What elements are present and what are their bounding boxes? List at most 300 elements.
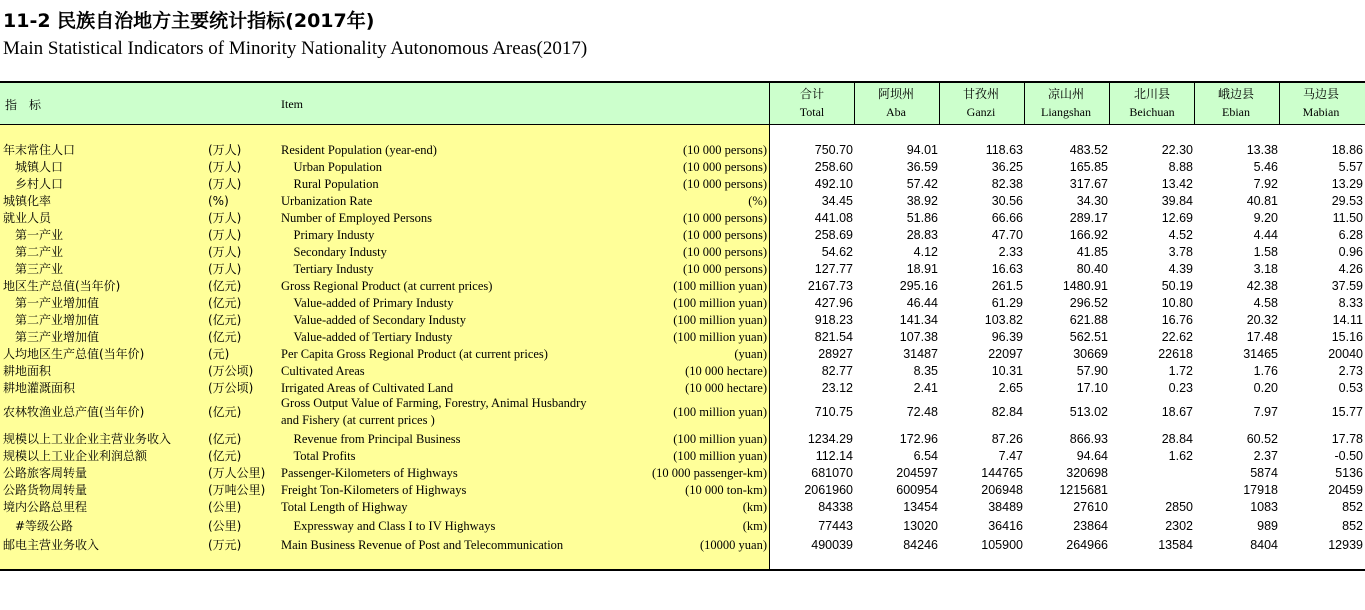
cell-value: 4.39: [1168, 262, 1193, 276]
cell-value: 16.76: [1161, 313, 1193, 327]
cell-value: 17.48: [1246, 330, 1278, 344]
cell-value: 621.88: [1069, 313, 1108, 327]
table-row: [0, 518, 1365, 535]
cell-value: 22.62: [1161, 330, 1193, 344]
unit-en: (100 million yuan): [673, 432, 767, 446]
unit-en: (10 000 ton-km): [685, 483, 767, 497]
table-row: [0, 142, 1365, 159]
cell-value: 40.81: [1246, 194, 1278, 208]
cell-value: 821.54: [814, 330, 853, 344]
cell-value: 13020: [903, 519, 938, 533]
cell-value: 82.77: [821, 364, 853, 378]
indicator-cn: 农林牧渔业总产值(当年价): [3, 405, 145, 419]
indicator-cn: 耕地面积: [3, 364, 52, 378]
cell-value: 87.26: [991, 432, 1023, 446]
table-row: [0, 465, 1365, 482]
cell-value: 2167.73: [807, 279, 853, 293]
cell-value: 34.45: [821, 194, 853, 208]
page-title-cn: 11-2 民族自治地方主要统计指标(2017年): [3, 10, 375, 32]
item-en: Irrigated Areas of Cultivated Land: [281, 381, 454, 395]
cell-value: 38489: [988, 500, 1023, 514]
cell-value: 42.38: [1246, 279, 1278, 293]
cell-value: 5.57: [1338, 160, 1363, 174]
indicator-cn: 邮电主营业务收入: [3, 538, 100, 552]
table-row: [0, 346, 1365, 363]
cell-value: 492.10: [814, 177, 853, 191]
unit-cn: (亿元): [208, 313, 242, 327]
unit-cn: (万人): [208, 245, 242, 259]
cell-value: 918.23: [814, 313, 853, 327]
cell-value: 20.32: [1246, 313, 1278, 327]
header-column-separator: [854, 83, 855, 124]
cell-value: 3.18: [1253, 262, 1278, 276]
item-en: Freight Ton-Kilometers of Highways: [281, 483, 467, 497]
item-en: Value-added of Secondary Industy: [281, 313, 467, 327]
cell-value: 28.84: [1161, 432, 1193, 446]
indicator-cn: 第二产业: [3, 245, 64, 259]
item-en: Main Business Revenue of Post and Telecommunication: [281, 538, 564, 552]
unit-en: (10 000 persons): [682, 245, 767, 259]
cell-value: 9.20: [1253, 211, 1278, 225]
item-en: Cultivated Areas: [281, 364, 365, 378]
column-header-en: Aba: [886, 105, 906, 119]
unit-en: (10 000 hectare): [685, 381, 767, 395]
table-row: [0, 193, 1365, 210]
column-header-cn: 峨边县: [1217, 87, 1254, 101]
unit-en: (km): [742, 500, 767, 514]
table-row: [0, 176, 1365, 193]
unit-cn: (万公顷): [208, 364, 254, 378]
item-en: Gross Regional Product (at current prices): [281, 279, 493, 293]
cell-value: 77443: [818, 519, 853, 533]
unit-en: (10 000 persons): [682, 262, 767, 276]
cell-value: 513.02: [1069, 405, 1108, 419]
cell-value: 38.92: [906, 194, 938, 208]
unit-cn: (万人): [208, 262, 242, 276]
cell-value: 600954: [896, 483, 938, 497]
item-en: Rural Population: [281, 177, 379, 191]
column-header-en: Total: [799, 105, 825, 119]
cell-value: 30669: [1073, 347, 1108, 361]
unit-cn: (万人): [208, 211, 242, 225]
cell-value: 258.69: [814, 228, 853, 242]
item-en: Tertiary Industy: [281, 262, 374, 276]
unit-en: (10 000 persons): [682, 228, 767, 242]
cell-value: 12.69: [1161, 211, 1193, 225]
unit-cn: (元): [208, 347, 230, 361]
item-en: Per Capita Gross Regional Product (at current prices): [281, 347, 548, 361]
unit-cn: (万人公里): [208, 466, 266, 480]
unit-cn: (万人): [208, 160, 242, 174]
item-en: Urbanization Rate: [281, 194, 373, 208]
cell-value: 427.96: [814, 296, 853, 310]
cell-value: 258.60: [814, 160, 853, 174]
cell-value: 80.40: [1076, 262, 1108, 276]
cell-value: 12939: [1328, 538, 1363, 552]
header-indicator: 指 标: [5, 98, 42, 112]
page-title-en: Main Statistical Indicators of Minority Nationality Autonomous Areas(2017): [3, 38, 588, 59]
cell-value: 18.86: [1331, 143, 1363, 157]
indicator-cn: 地区生产总值(当年价): [3, 279, 121, 293]
cell-value: 54.62: [821, 245, 853, 259]
cell-value: 96.39: [991, 330, 1023, 344]
indicator-cn: 公路旅客周转量: [3, 466, 88, 480]
unit-en: (100 million yuan): [673, 449, 767, 463]
table-row: [0, 261, 1365, 278]
table-row: [0, 329, 1365, 346]
cell-value: 852: [1342, 519, 1363, 533]
column-header-cn: 马边县: [1302, 87, 1339, 101]
header-column-separator: [1024, 83, 1025, 124]
unit-en: (10000 yuan): [700, 538, 767, 552]
unit-en: (100 million yuan): [673, 313, 767, 327]
cell-value: 1480.91: [1062, 279, 1108, 293]
cell-value: 36.59: [906, 160, 938, 174]
indicator-cn: 年末常住人口: [3, 143, 76, 157]
cell-value: 2850: [1165, 500, 1193, 514]
table-row: [0, 244, 1365, 261]
cell-value: 82.38: [991, 177, 1023, 191]
cell-value: 66.66: [991, 211, 1023, 225]
unit-cn: (%): [208, 194, 229, 208]
column-header-en: Ganzi: [966, 105, 996, 119]
unit-en: (100 million yuan): [673, 296, 767, 310]
cell-value: 31465: [1243, 347, 1278, 361]
cell-value: 7.97: [1253, 405, 1278, 419]
cell-value: 11.50: [1332, 211, 1363, 225]
cell-value: 5.46: [1253, 160, 1278, 174]
cell-value: 23.12: [821, 381, 853, 395]
cell-value: 17.10: [1076, 381, 1108, 395]
cell-value: 18.67: [1161, 405, 1193, 419]
cell-value: 166.92: [1069, 228, 1108, 242]
cell-value: 8.33: [1338, 296, 1363, 310]
cell-value: 18.91: [906, 262, 938, 276]
unit-en: (km): [742, 519, 767, 533]
indicator-cn: 城镇化率: [3, 194, 52, 208]
cell-value: 0.23: [1168, 381, 1193, 395]
cell-value: 118.63: [985, 143, 1023, 157]
table-row: [0, 482, 1365, 499]
cell-value: 17918: [1243, 483, 1278, 497]
unit-en: (yuan): [734, 347, 767, 361]
cell-value: 31487: [903, 347, 938, 361]
unit-en: (100 million yuan): [673, 330, 767, 344]
cell-value: 46.44: [906, 296, 938, 310]
column-header-cn: 甘孜州: [962, 87, 999, 101]
cell-value: 112.14: [815, 449, 853, 463]
cell-value: 0.53: [1338, 381, 1363, 395]
item-en: Value-added of Tertiary Industy: [281, 330, 453, 344]
column-header-en: Liangshan: [1041, 105, 1091, 119]
cell-value: 28927: [818, 347, 853, 361]
cell-value: 2.65: [998, 381, 1023, 395]
cell-value: 852: [1342, 500, 1363, 514]
cell-value: 710.75: [814, 405, 853, 419]
unit-cn: (亿元): [208, 449, 242, 463]
cell-value: 4.58: [1253, 296, 1278, 310]
cell-value: 204597: [896, 466, 938, 480]
cell-value: 490039: [811, 538, 853, 552]
cell-value: 5874: [1250, 466, 1278, 480]
indicator-cn: 耕地灌溉面积: [3, 381, 76, 395]
cell-value: 47.70: [991, 228, 1023, 242]
cell-value: 172.96: [899, 432, 938, 446]
cell-value: 10.80: [1161, 296, 1193, 310]
cell-value: 4.26: [1338, 262, 1363, 276]
cell-value: 5136: [1335, 466, 1363, 480]
cell-value: 206948: [981, 483, 1023, 497]
cell-value: 1.72: [1168, 364, 1193, 378]
cell-value: 105900: [981, 538, 1023, 552]
cell-value: 989: [1257, 519, 1278, 533]
unit-en: (10 000 persons): [682, 143, 767, 157]
cell-value: 34.30: [1076, 194, 1108, 208]
cell-value: 84246: [903, 538, 938, 552]
cell-value: 1.76: [1253, 364, 1278, 378]
cell-value: 15.16: [1331, 330, 1363, 344]
column-header-cn: 凉山州: [1047, 87, 1084, 101]
cell-value: 57.90: [1076, 364, 1108, 378]
cell-value: 2.33: [998, 245, 1023, 259]
cell-value: 2.73: [1338, 364, 1363, 378]
cell-value: 17.78: [1331, 432, 1363, 446]
unit-en: (100 million yuan): [673, 405, 767, 419]
cell-value: 2.41: [913, 381, 938, 395]
cell-value: 8.88: [1168, 160, 1193, 174]
indicator-cn: 城镇人口: [3, 160, 64, 174]
unit-en: (10 000 persons): [682, 211, 767, 225]
cell-value: -0.50: [1334, 449, 1363, 463]
indicator-cn: 第三产业增加值: [3, 330, 100, 344]
unit-cn: (万人): [208, 143, 242, 157]
unit-cn: (公里): [208, 500, 242, 514]
cell-value: 2302: [1165, 519, 1193, 533]
indicator-cn: 第一产业增加值: [3, 296, 100, 310]
header-background-left: [0, 83, 769, 124]
item-en: Total Profits: [281, 449, 356, 463]
cell-value: 22097: [988, 347, 1023, 361]
cell-value: 37.59: [1331, 279, 1363, 293]
unit-en: (100 million yuan): [673, 279, 767, 293]
unit-cn: (亿元): [208, 330, 242, 344]
indicator-cn: #等级公路: [3, 519, 74, 533]
cell-value: 10.31: [991, 364, 1023, 378]
table-row: [0, 380, 1365, 397]
cell-value: 72.48: [906, 405, 938, 419]
cell-value: 165.85: [1069, 160, 1108, 174]
header-column-separator: [1279, 83, 1280, 124]
unit-cn: (万元): [208, 538, 242, 552]
cell-value: 3.78: [1168, 245, 1193, 259]
table-row: [0, 295, 1365, 312]
indicator-cn: 境内公路总里程: [3, 500, 88, 514]
unit-cn: (亿元): [208, 405, 242, 419]
cell-value: 22618: [1158, 347, 1193, 361]
cell-value: 84338: [818, 500, 853, 514]
table-top-rule: [0, 81, 1365, 83]
cell-value: 27610: [1073, 500, 1108, 514]
cell-value: 7.92: [1253, 177, 1278, 191]
table-row: [0, 312, 1365, 329]
unit-cn: (万人): [208, 177, 242, 191]
cell-value: 22.30: [1161, 143, 1193, 157]
item-en: Number of Employed Persons: [281, 211, 433, 225]
cell-value: 36.25: [991, 160, 1023, 174]
cell-value: 30.56: [991, 194, 1023, 208]
cell-value: 20459: [1328, 483, 1363, 497]
table-row: [0, 363, 1365, 380]
cell-value: 127.77: [814, 262, 853, 276]
indicator-cn: 就业人员: [3, 211, 52, 225]
indicator-cn: 第二产业增加值: [3, 313, 100, 327]
cell-value: 94.64: [1076, 449, 1108, 463]
cell-value: 2.37: [1253, 449, 1278, 463]
cell-value: 20040: [1328, 347, 1363, 361]
cell-value: 866.93: [1069, 432, 1108, 446]
table-row: [0, 159, 1365, 176]
header-column-separator: [1109, 83, 1110, 124]
indicator-cn: 公路货物周转量: [3, 483, 88, 497]
column-header-en: Ebian: [1222, 105, 1250, 119]
cell-value: 0.20: [1253, 381, 1278, 395]
column-header-cn: 合计: [799, 87, 824, 101]
cell-value: 103.82: [984, 313, 1023, 327]
cell-value: 13.42: [1161, 177, 1193, 191]
unit-cn: (亿元): [208, 296, 242, 310]
cell-value: 8.35: [913, 364, 938, 378]
item-en: Revenue from Principal Business: [281, 432, 461, 446]
cell-value: 144765: [981, 466, 1023, 480]
header-column-separator: [939, 83, 940, 124]
indicator-cn: 第三产业: [3, 262, 64, 276]
indicator-cn: 规模以上工业企业主营业务收入: [3, 432, 172, 446]
unit-en: (10 000 hectare): [685, 364, 767, 378]
cell-value: 41.85: [1076, 245, 1108, 259]
column-header-cn: 阿坝州: [877, 87, 914, 101]
unit-cn: (万吨公里): [208, 483, 266, 497]
item-en: Gross Output Value of Farming, Forestry, Animal Husbandry: [281, 396, 587, 410]
cell-value: 13.29: [1331, 177, 1363, 191]
cell-value: 483.52: [1069, 143, 1108, 157]
cell-value: 4.44: [1253, 228, 1278, 242]
table-row: [0, 396, 1365, 427]
cell-value: 320698: [1066, 466, 1108, 480]
unit-en: (%): [748, 194, 767, 208]
column-header-en: Mabian: [1302, 105, 1340, 119]
cell-value: 16.63: [991, 262, 1023, 276]
item-en: Value-added of Primary Industy: [281, 296, 454, 310]
cell-value: 14.11: [1332, 313, 1363, 327]
cell-value: 1.58: [1253, 245, 1278, 259]
cell-value: 295.16: [899, 279, 938, 293]
unit-cn: (亿元): [208, 279, 242, 293]
cell-value: 317.67: [1069, 177, 1108, 191]
cell-value: 94.01: [906, 143, 938, 157]
cell-value: 0.96: [1338, 245, 1363, 259]
cell-value: 6.54: [913, 449, 938, 463]
table-row: [0, 537, 1365, 554]
header-rule: [0, 124, 1365, 125]
cell-value: 1.62: [1168, 449, 1193, 463]
cell-value: 39.84: [1161, 194, 1193, 208]
cell-value: 61.29: [991, 296, 1023, 310]
unit-cn: (万人): [208, 228, 242, 242]
cell-value: 4.12: [913, 245, 938, 259]
indicator-cn: 人均地区生产总值(当年价): [3, 347, 145, 361]
cell-value: 82.84: [991, 405, 1023, 419]
unit-cn: (公里): [208, 519, 242, 533]
unit-en: (10 000 passenger-km): [652, 466, 767, 480]
cell-value: 50.19: [1161, 279, 1193, 293]
indicator-cn: 乡村人口: [3, 177, 64, 191]
item-en: Passenger-Kilometers of Highways: [281, 466, 458, 480]
cell-value: 51.86: [906, 211, 938, 225]
table-row: [0, 278, 1365, 295]
cell-value: 13454: [903, 500, 938, 514]
cell-value: 36416: [988, 519, 1023, 533]
cell-value: 296.52: [1069, 296, 1108, 310]
table-bottom-rule: [0, 569, 1365, 571]
cell-value: 15.77: [1331, 405, 1363, 419]
item-en: Total Length of Highway: [281, 500, 408, 514]
cell-value: 23864: [1073, 519, 1108, 533]
cell-value: 8404: [1250, 538, 1278, 552]
cell-value: 13.38: [1246, 143, 1278, 157]
item-en: Primary Industy: [281, 228, 375, 242]
cell-value: 4.52: [1168, 228, 1193, 242]
indicator-cn: 规模以上工业企业利润总额: [3, 449, 148, 463]
cell-value: 6.28: [1338, 228, 1363, 242]
cell-value: 681070: [811, 466, 853, 480]
cell-value: 1234.29: [807, 432, 853, 446]
cell-value: 289.17: [1069, 211, 1108, 225]
unit-cn: (亿元): [208, 432, 242, 446]
cell-value: 60.52: [1246, 432, 1278, 446]
table-row: [0, 210, 1365, 227]
item-en: Urban Population: [281, 160, 383, 174]
cell-value: 264966: [1066, 538, 1108, 552]
cell-value: 750.70: [814, 143, 853, 157]
header-column-separator: [1194, 83, 1195, 124]
cell-value: 441.08: [814, 211, 853, 225]
unit-cn: (万公顷): [208, 381, 254, 395]
cell-value: 2061960: [804, 483, 853, 497]
table-row: [0, 499, 1365, 516]
column-header-en: Beichuan: [1129, 105, 1175, 119]
cell-value: 141.34: [899, 313, 938, 327]
unit-en: (10 000 persons): [682, 177, 767, 191]
item-en: and Fishery (at current prices ): [281, 413, 435, 427]
header-item: Item: [281, 97, 303, 111]
indicator-cn: 第一产业: [3, 228, 64, 242]
cell-value: 13584: [1158, 538, 1193, 552]
cell-value: 1215681: [1059, 483, 1108, 497]
item-en: Resident Population (year-end): [281, 143, 437, 157]
cell-value: 261.5: [991, 279, 1023, 293]
cell-value: 28.83: [906, 228, 938, 242]
table-row: [0, 227, 1365, 244]
cell-value: 7.47: [998, 449, 1023, 463]
cell-value: 562.51: [1069, 330, 1108, 344]
cell-value: 29.53: [1331, 194, 1363, 208]
item-en: Expressway and Class I to IV Highways: [281, 519, 496, 533]
cell-value: 57.42: [906, 177, 938, 191]
cell-value: 1083: [1250, 500, 1278, 514]
column-header-cn: 北川县: [1133, 87, 1170, 101]
cell-value: 107.38: [899, 330, 938, 344]
unit-en: (10 000 persons): [682, 160, 767, 174]
